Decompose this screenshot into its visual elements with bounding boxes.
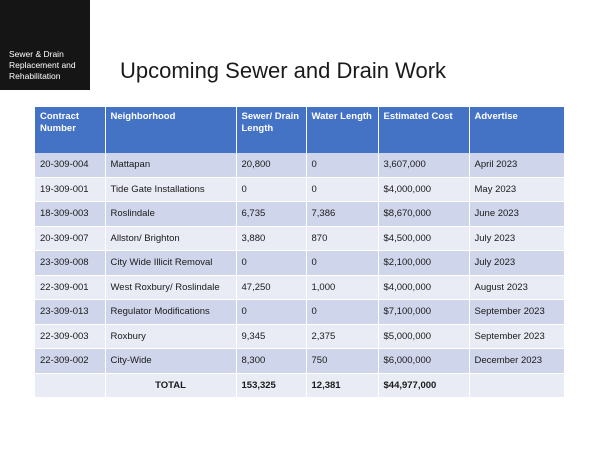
total-advertise-blank: [469, 373, 564, 398]
cell-advertise: September 2023: [469, 324, 564, 349]
cell-water-length: 750: [306, 349, 378, 374]
cell-advertise: May 2023: [469, 177, 564, 202]
cell-estimated-cost: $4,000,000: [378, 177, 469, 202]
cell-water-length: 0: [306, 153, 378, 177]
header-sewer-drain-length: Sewer/ Drain Length: [236, 107, 306, 153]
cell-contract-number: 22-309-003: [35, 324, 105, 349]
header-advertise: Advertise: [469, 107, 564, 153]
cell-contract-number: 19-309-001: [35, 177, 105, 202]
cell-estimated-cost: $4,500,000: [378, 226, 469, 251]
work-schedule-table: [35, 107, 564, 398]
cell-contract-number: 18-309-003: [35, 202, 105, 227]
cell-sewer-length: 6,735: [236, 202, 306, 227]
cell-sewer-length: 9,345: [236, 324, 306, 349]
cell-contract-number: 23-309-008: [35, 251, 105, 276]
cell-estimated-cost: $7,100,000: [378, 300, 469, 325]
cell-water-length: 1,000: [306, 275, 378, 300]
cell-sewer-length: 3,880: [236, 226, 306, 251]
cell-contract-number: 20-309-007: [35, 226, 105, 251]
cell-neighborhood: Roxbury: [105, 324, 236, 349]
cell-contract-number: 22-309-002: [35, 349, 105, 374]
cell-sewer-length: 47,250: [236, 275, 306, 300]
cell-estimated-cost: $5,000,000: [378, 324, 469, 349]
table-row: [35, 153, 564, 177]
total-sewer-length: 153,325: [236, 373, 306, 398]
cell-neighborhood: City-Wide: [105, 349, 236, 374]
table-row: [35, 349, 564, 374]
cell-estimated-cost: $2,100,000: [378, 251, 469, 276]
cell-estimated-cost: 3,607,000: [378, 153, 469, 177]
table-row: [35, 202, 564, 227]
cell-advertise: July 2023: [469, 251, 564, 276]
cell-water-length: 0: [306, 251, 378, 276]
table-row: [35, 275, 564, 300]
cell-neighborhood: Tide Gate Installations: [105, 177, 236, 202]
cell-sewer-length: 20,800: [236, 153, 306, 177]
total-blank-cell: [35, 373, 105, 398]
header-estimated-cost: Estimated Cost: [378, 107, 469, 153]
cell-contract-number: 23-309-013: [35, 300, 105, 325]
cell-estimated-cost: $4,000,000: [378, 275, 469, 300]
cell-water-length: 7,386: [306, 202, 378, 227]
section-label-box: [0, 0, 90, 90]
cell-water-length: 870: [306, 226, 378, 251]
table-row: [35, 300, 564, 325]
cell-advertise: July 2023: [469, 226, 564, 251]
cell-advertise: June 2023: [469, 202, 564, 227]
cell-neighborhood: Regulator Modifications: [105, 300, 236, 325]
cell-estimated-cost: $6,000,000: [378, 349, 469, 374]
cell-advertise: December 2023: [469, 349, 564, 374]
cell-advertise: September 2023: [469, 300, 564, 325]
table-header-row: [35, 107, 564, 153]
cell-advertise: August 2023: [469, 275, 564, 300]
header-neighborhood: Neighborhood: [105, 107, 236, 153]
cell-advertise: April 2023: [469, 153, 564, 177]
table-row: [35, 251, 564, 276]
cell-sewer-length: 0: [236, 300, 306, 325]
cell-contract-number: 22-309-001: [35, 275, 105, 300]
header-contract-number: Contract Number: [35, 107, 105, 153]
cell-sewer-length: 0: [236, 251, 306, 276]
cell-sewer-length: 8,300: [236, 349, 306, 374]
cell-neighborhood: Mattapan: [105, 153, 236, 177]
cell-water-length: 0: [306, 300, 378, 325]
cell-water-length: 0: [306, 177, 378, 202]
total-label: TOTAL: [105, 373, 236, 398]
table-row: [35, 177, 564, 202]
total-row: [35, 373, 564, 398]
table-row: [35, 324, 564, 349]
cell-neighborhood: Roslindale: [105, 202, 236, 227]
total-water-length: 12,381: [306, 373, 378, 398]
cell-neighborhood: Allston/ Brighton: [105, 226, 236, 251]
table-row: [35, 226, 564, 251]
cell-water-length: 2,375: [306, 324, 378, 349]
cell-sewer-length: 0: [236, 177, 306, 202]
slide-title: Upcoming Sewer and Drain Work: [120, 58, 447, 83]
cell-contract-number: 20-309-004: [35, 153, 105, 177]
header-water-length: Water Length: [306, 107, 378, 153]
cell-neighborhood: City Wide Illicit Removal: [105, 251, 236, 276]
cell-neighborhood: West Roxbury/ Roslindale: [105, 275, 236, 300]
cell-estimated-cost: $8,670,000: [378, 202, 469, 227]
section-label: Sewer & Drain Replacement and Rehabilitation: [9, 49, 76, 81]
total-estimated-cost: $44,977,000: [378, 373, 469, 398]
